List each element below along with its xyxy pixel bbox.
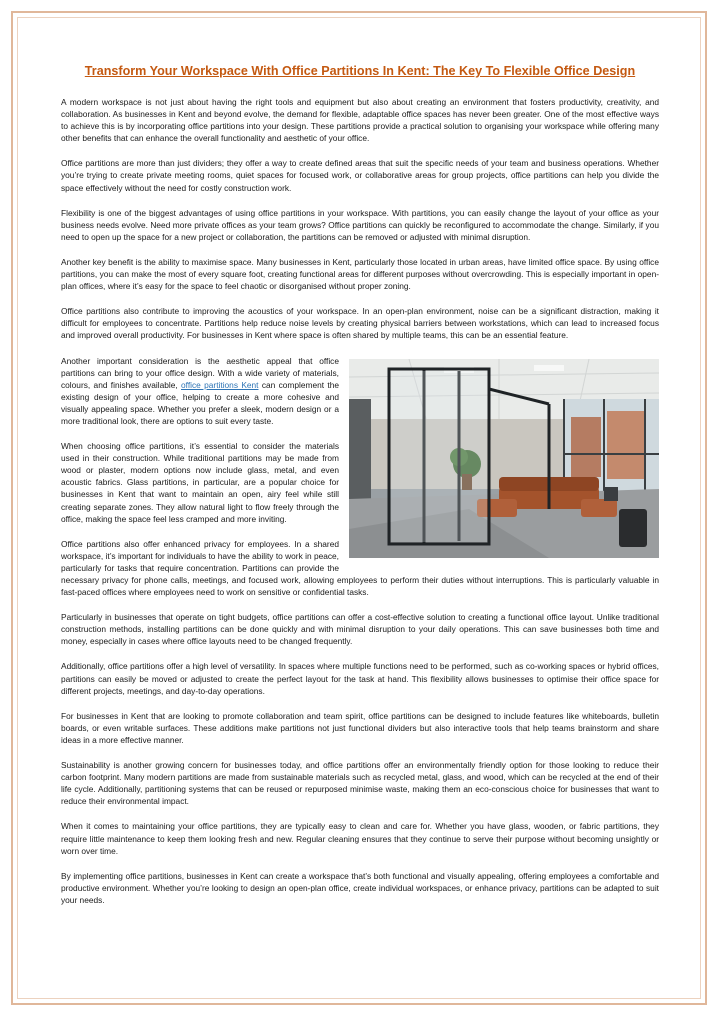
article xyxy=(61,63,659,919)
paragraph-12: Sustainability is another growing concern for businesses today, and office partitions offer an environmentally friendly option for those looking to reduce their carbon footprint. Many modern partitions are made from sustainable materials such as recycled metal, glass, and wood, which can be recycled at the end of their life cycle. Additionally, partitioning systems that can be reused or repurposed minimise waste, making them an eco-conscious choice for businesses that want to reduce their environmental impact. xyxy=(61,760,659,807)
paragraph-10: Additionally, office partitions offer a high level of versatility. In spaces where multiple functions need to be performed, such as co-working spaces or hybrid offices, partitions can easily be moved or adjusted to create the perfect layout for the task at hand. This flexibility allows businesses to optimise their office space for different projects, meetings, and day-to-day operations. xyxy=(61,661,659,696)
article-title: Transform Your Workspace With Office Partitions In Kent: The Key To Flexible Office Design xyxy=(84,64,636,78)
office-partition-photo xyxy=(349,359,659,558)
paragraph-14: By implementing office partitions, businesses in Kent can create a workspace that’s both functional and visually appealing, offering employees a comfortable and productive environment. Whether you’re looking to design an open-plan office, create individual workspaces, or enhance privacy, partitions can be adapted to suit your needs. xyxy=(61,870,659,905)
paragraph-6-lead: Another important consideration is the aesthetic appeal that office partitions can bring to your office design. With a wide variety of materials, colours, and finishes available, xyxy=(61,355,339,390)
paragraph-13: When it comes to maintaining your office partitions, they are typically easy to clean and care for. Whether you have glass, wooden, or fabric partitions, they require little maintenance to keep them looking fresh and new. Regular cleaning ensures that they continue to serve their purpose without becoming unsightly or worn over time. xyxy=(61,821,659,856)
paragraph-8: Office partitions also offer enhanced privacy for employees. In a shared workspace, it’s important for individuals to have the ability to work in peace, particularly for tasks that require concentration. Partitions can provide the necessary privacy for phone calls, meetings, and focused work, allowing employees to perform their duties without interruptions. This is particularly valuable in fast-paced offices where employees need to work on sensitive or confidential tasks. xyxy=(61,538,659,598)
paragraph-9: Particularly in businesses that operate on tight budgets, office partitions can offer a cost-effective solution to creating a functional office layout. Unlike traditional construction methods, installing partitions can be done quickly and with minimal disruption to your daily operations. This can save businesses both time and money, especially in cases where office layouts need to be changed frequently. xyxy=(61,612,659,647)
paragraph-4: Another key benefit is the ability to maximise space. Many businesses in Kent, particularly those located in urban areas, have limited office space. By using office partitions, you can make the most of every square foot, creating functional areas for different purposes without overcrowding. This is especially important in open-plan offices, where it’s easy for the space to feel chaotic or disorganised without proper zoning. xyxy=(61,256,659,292)
paragraph-6-tail: can complement the existing design of your office, helping to create a more cohesive and visually appealing space. Whether you prefer a sleek, modern design or a more traditional look, there are options to suit every taste. xyxy=(61,379,339,426)
office-glass-partition-photo-icon xyxy=(349,359,659,558)
paragraph-2: Office partitions are more than just dividers; they offer a way to create defined areas that suit the specific needs of your team and business operations. Whether you’re trying to create private meeting rooms, quiet spaces for focused work, or collaborative areas for group projects, office partitions can help you divide the space effectively without the need for costly construction work. xyxy=(61,158,659,193)
paragraph-1: A modern workspace is not just about having the right tools and equipment but also about creating an environment that fosters productivity, creativity, and collaboration. As businesses in Kent and beyond evolve, the demand for flexible, adaptable office spaces has never been greater. One of the most effective ways to achieve this is by incorporating office partitions into your design. These partitions provide a practical solution to organising your workspace while offering many other benefits that can enhance the overall functionality and aesthetic of your office. xyxy=(61,97,659,144)
office-partitions-kent-link[interactable]: office partitions Kent xyxy=(181,379,259,390)
paragraph-7: When choosing office partitions, it’s essential to consider the materials used in their construction. While traditional partitions may be made from wood or plaster, modern options now include glass, metal, and even acoustic fabrics. Glass partitions, in particular, are a popular choice for businesses in Kent that want to maintain an open, airy feel while still creating separate zones. They allow natural light to flow freely through the office, making the space feel less cramped and more inviting. xyxy=(61,441,339,524)
paragraph-11: For businesses in Kent that are looking to promote collaboration and team spirit, office partitions can be designed to include features like whiteboards, bulletin boards, or even writable surfaces. These additions make partitions not just functional dividers but also interactive tools that help teams brainstorm and share ideas in a more effective manner. xyxy=(61,710,659,745)
paragraph-3: Flexibility is one of the biggest advantages of using office partitions in your workspace. With partitions, you can easily change the layout of your office as your business needs evolve. Need more private offices as your team grows? Office partitions can quickly be reconfigured to accommodate the change. Similarly, if you need to open up the space for a new project or collaboration, the partitions can be removed or adjusted with minimal disruption. xyxy=(61,207,659,242)
paragraph-5: Office partitions also contribute to improving the acoustics of your workspace. In an open-plan environment, noise can be a significant distraction, making it difficult for employees to concentrate. Partitions help reduce noise levels by creating physical barriers between workstations, which can lead to increased focus and improved overall productivity. For businesses in Kent where space is often shared by multiple teams, this can be an essential feature. xyxy=(61,306,659,341)
